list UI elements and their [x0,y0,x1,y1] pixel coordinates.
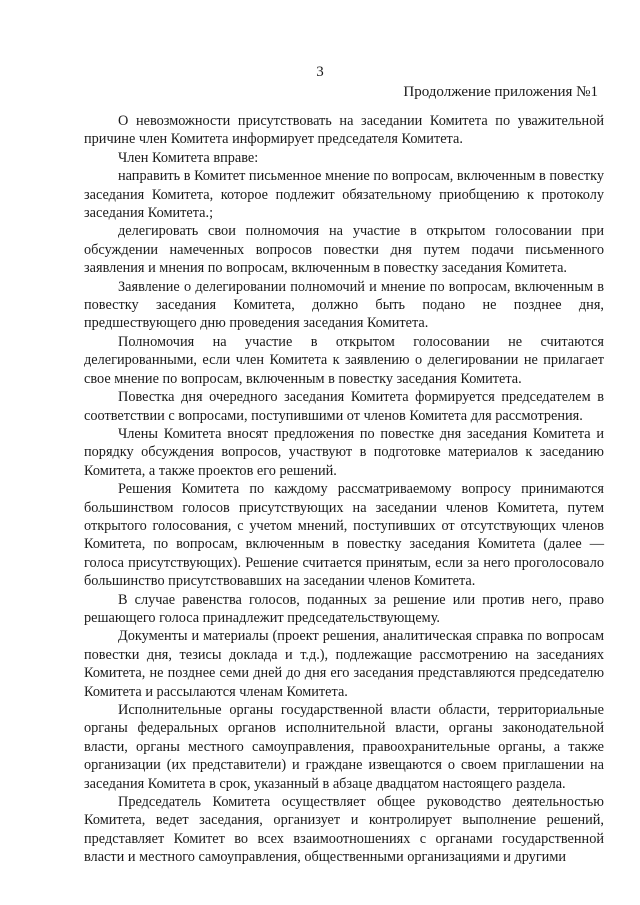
paragraph: О невозможности присутствовать на заседании Комитета по уважительной причине член Комитета информирует председателя Комитета. [84,113,604,148]
paragraph: Повестка дня очередного заседания Комитета формируется председателем в соответствии с вопросами, поступившими от членов Комитета для рассмотрения. [84,389,604,424]
document-body [84,112,604,867]
paragraph: Члены Комитета вносят предложения по повестке дня заседания Комитета и порядку обсуждения вопросов, участвуют в подготовке материалов к заседанию Комитета, а также проектов его решений. [84,425,604,479]
paragraph: направить в Комитет письменное мнение по вопросам, включенным в повестку заседания Комитета, которое подлежит обязательному приобщению к протоколу заседания Комитета.; [84,168,604,222]
paragraph: В случае равенства голосов, поданных за решение или против него, право решающего голоса принадлежит председательствующему. [84,591,604,626]
paragraph: Заявление о делегировании полномочий и мнение по вопросам, включенным в повестку заседания Комитета, должно быть подано не позднее дня, предшествующего дню проведения заседания Комитета. [84,278,604,332]
paragraph: Исполнительные органы государственной власти области, территориальные органы федеральных органов исполнительной власти, органы законодательной власти, органы местного самоуправления, правоохранительные органы, а также организации (их представители) и граждане извещаются о своем приглашении на заседания Комитета в срок, указанный в абзаце двадцатом настоящего раздела. [84,702,604,792]
paragraph: Член Комитета вправе: [118,149,259,166]
paragraph: Документы и материалы (проект решения, аналитическая справка по вопросам повестки дня, тезисы доклада и т.д.), подлежащие рассмотрению на заседаниях Комитета, не позднее семи дней до дня его заседания представляются председателю Комитета и рассылаются членам Комитета. [84,628,604,700]
appendix-continuation-label: Продолжение приложения №1 [403,84,598,100]
paragraph: Полномочия на участие в открытом голосовании не считаются делегированными, если член Комитета к заявлению о делегировании не прилагает свое мнение по вопросам, включенным в повестку заседания Комитета. [84,333,604,387]
paragraph: Председатель Комитета осуществляет общее руководство деятельностью Комитета, ведет заседания, организует и контролирует выполнение решений, представляет Комитет во всех взаимоотношениях с органами государственной власти и местного самоуправления, общественными организациями и другими [84,794,604,866]
paragraph: делегировать свои полномочия на участие в открытом голосовании при обсуждении намеченных вопросов повестки дня путем подачи письменного заявления и мнения по вопросам, включенным в повестку заседания Комитета. [84,223,604,277]
page-number: 3 [316,64,324,80]
paragraph: Решения Комитета по каждому рассматриваемому вопросу принимаются большинством голосов присутствующих на заседании членов Комитета, путем открытого голосования, с учетом мнений, поступивших от отсутствующих членов Комитета, по вопросам, включенным в повестку заседания Комитета (далее — голоса присутствующих). Решение считается принятым, если за него проголосовало большинство присутствовавших на заседании членов Комитета. [84,481,604,590]
